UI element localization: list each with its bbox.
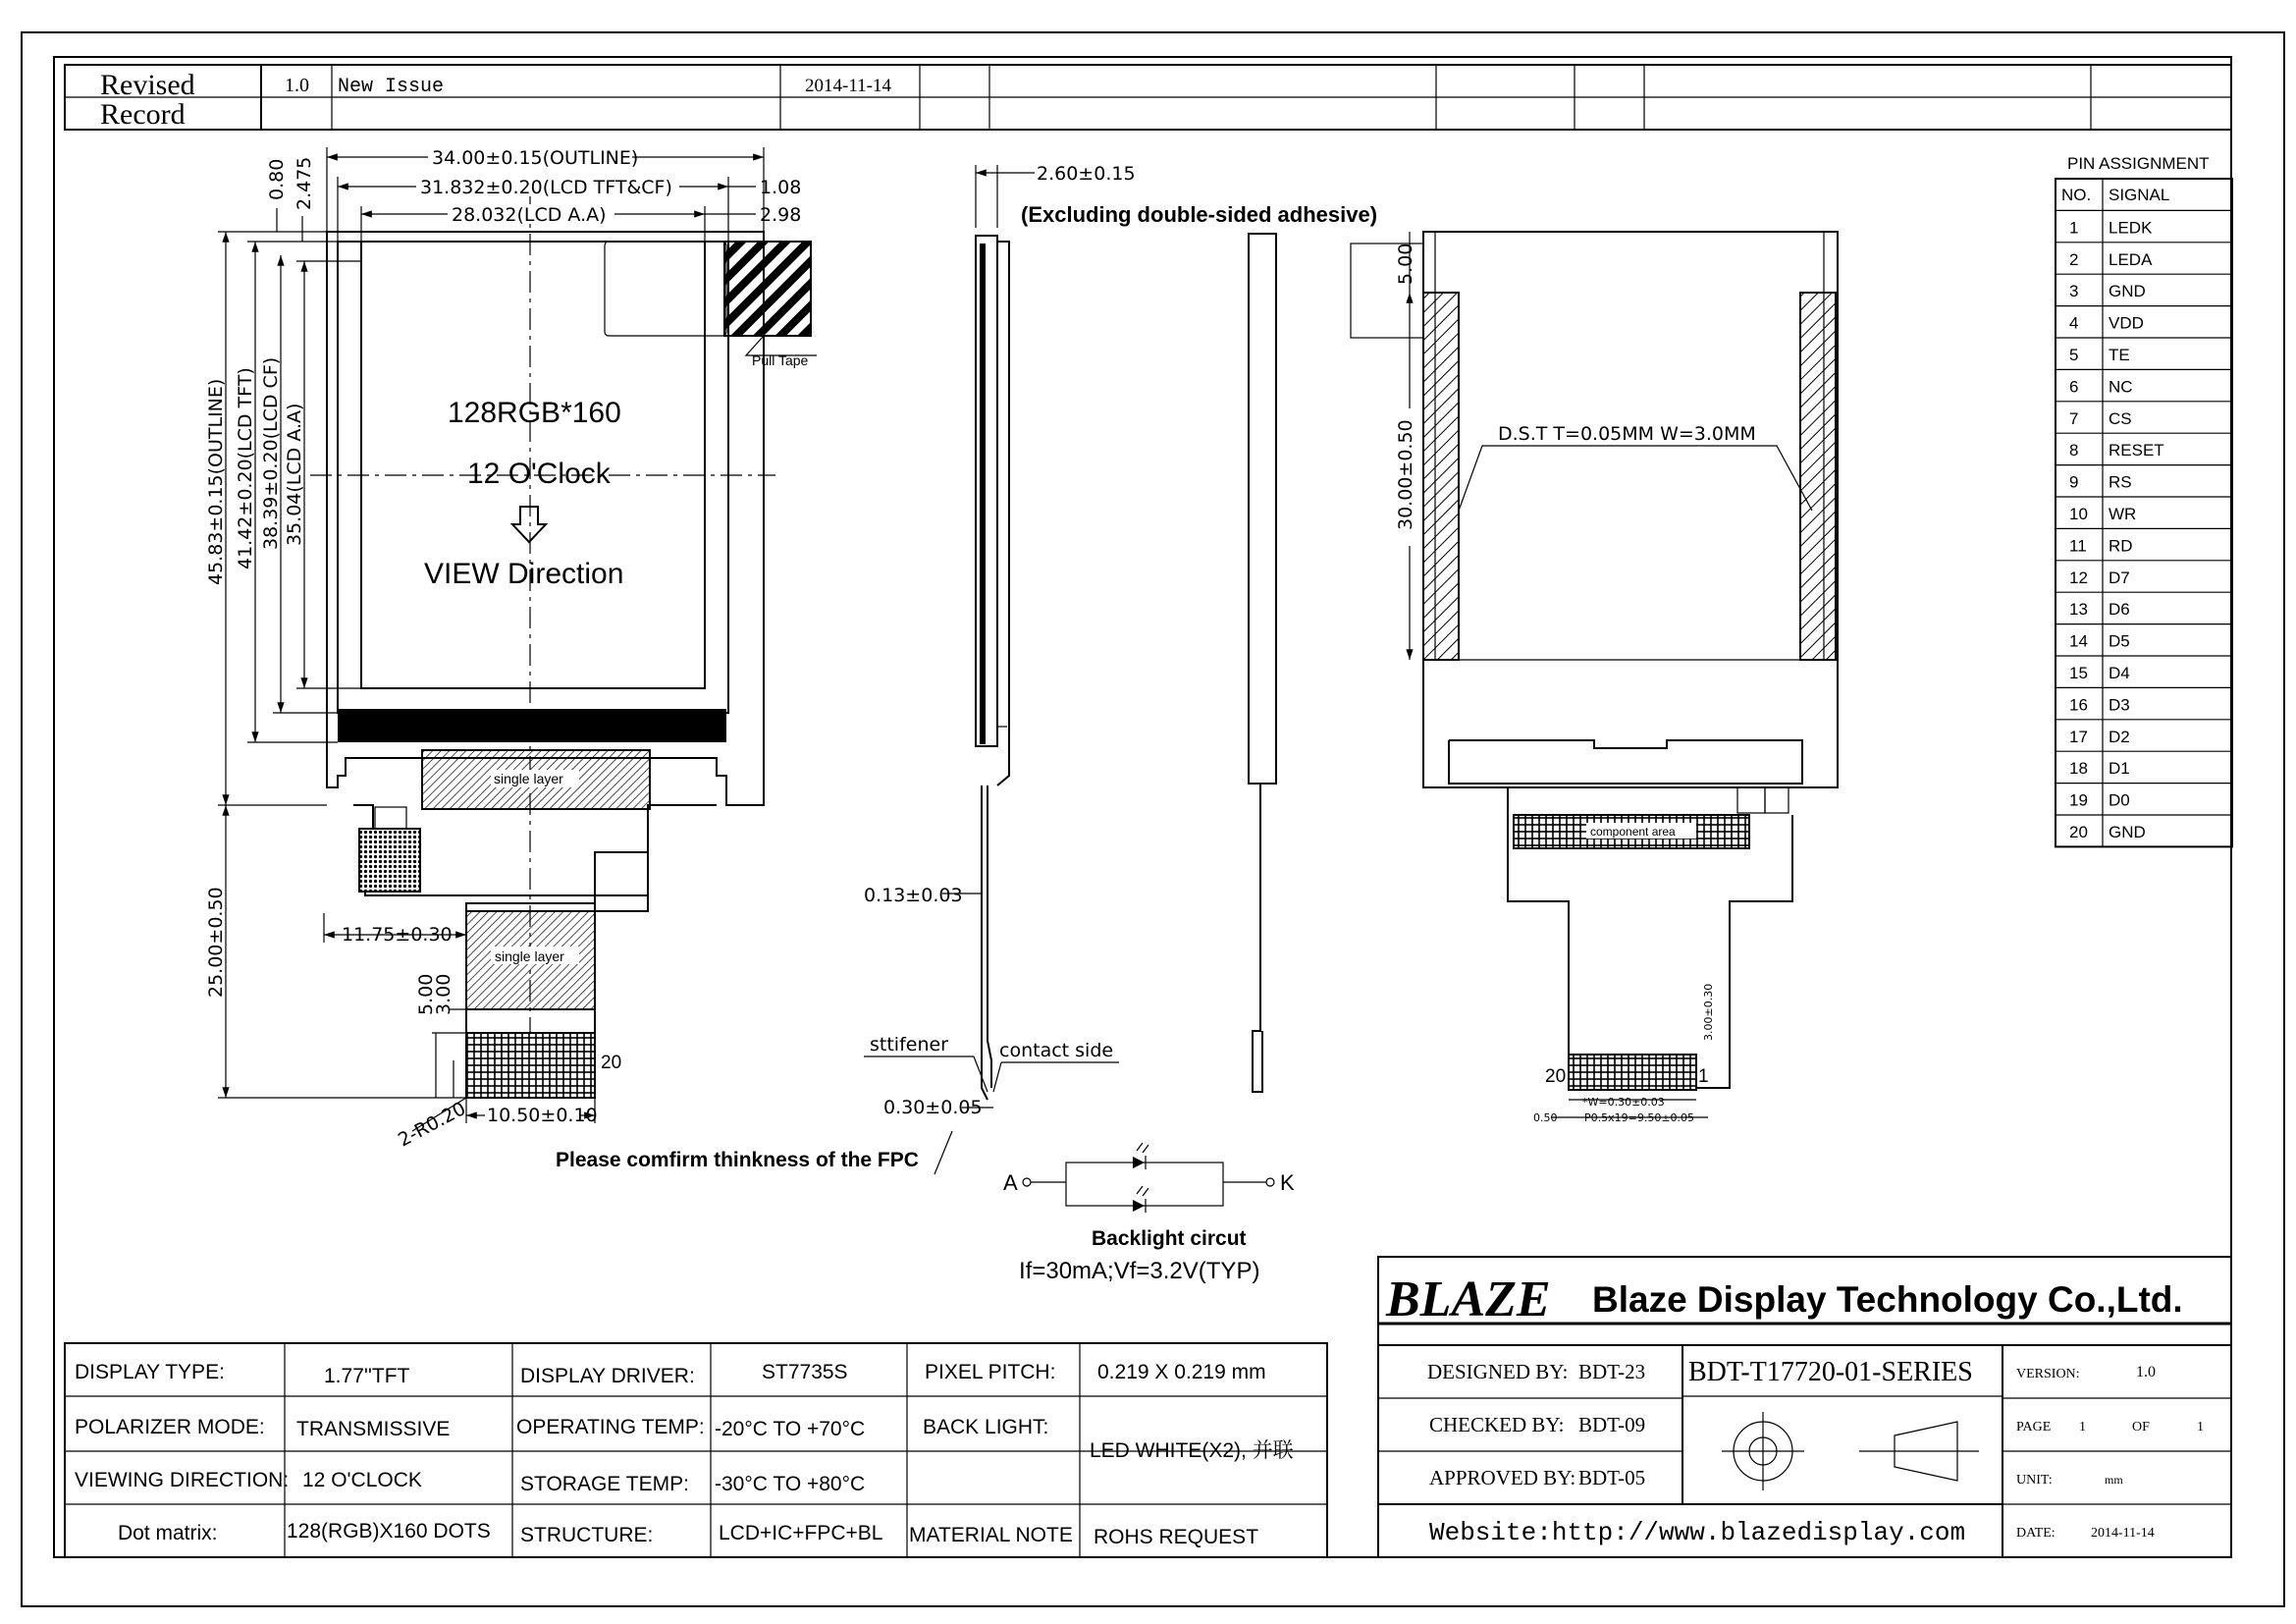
contact-side-label: contact side xyxy=(999,1040,1114,1061)
version-label: VERSION: xyxy=(2016,1367,2080,1381)
back-pin-1: 1 xyxy=(1698,1066,1709,1087)
pin-no: 20 xyxy=(2069,823,2088,841)
pin-no: 16 xyxy=(2069,695,2088,715)
revision-date: 2014-11-14 xyxy=(805,76,891,96)
page-value: 1 xyxy=(2079,1420,2086,1435)
website: Website:http://www.blazedisplay.com xyxy=(1429,1518,1966,1547)
dim-3: 3.00 xyxy=(433,973,454,1015)
back-view xyxy=(1351,232,1838,1124)
approved-value: BDT-05 xyxy=(1578,1466,1646,1489)
pitch-total: P0.5x19=9.50±0.05 xyxy=(1584,1111,1695,1124)
pin-no: 3 xyxy=(2069,282,2079,301)
viewing-label: VIEWING DIRECTION: xyxy=(75,1469,290,1491)
pin-signal: WR xyxy=(2109,505,2137,523)
material-value: ROHS REQUEST xyxy=(1094,1526,1259,1548)
screen-clock: 12 O'Clock xyxy=(467,458,611,490)
matrix-value: 128(RGB)X160 DOTS xyxy=(287,1520,491,1543)
side-fpc-thickness: 0.13±0.03 xyxy=(864,885,963,906)
approved-label: APPROVED BY: xyxy=(1429,1466,1576,1489)
side-view xyxy=(864,163,1377,1118)
component-area-label: component area xyxy=(1590,825,1676,839)
spec-table xyxy=(65,1343,1327,1557)
backlight-circuit xyxy=(1003,1143,1295,1284)
revised-record-label: Revised xyxy=(100,69,195,101)
back-pin-20: 20 xyxy=(1545,1066,1567,1087)
dim-outline-height: 45.83±0.15(OUTLINE) xyxy=(205,378,227,585)
pin-no: 6 xyxy=(2069,377,2079,397)
dim-fpc-length: 25.00±0.50 xyxy=(205,887,227,998)
revision-bar xyxy=(65,65,2231,131)
left-small: 0.50 xyxy=(1533,1111,1558,1124)
dst-right xyxy=(1800,293,1836,660)
polarizer-label: POLARIZER MODE: xyxy=(75,1416,265,1438)
blaze-logo: BLAZE xyxy=(1386,1272,1551,1327)
pin-signal: D4 xyxy=(2109,664,2130,682)
page-label: PAGE xyxy=(2016,1420,2052,1435)
pin-no: 18 xyxy=(2069,759,2088,779)
title-block xyxy=(1378,1257,2231,1557)
dim-right-2: 2.98 xyxy=(760,204,802,226)
fpc-component xyxy=(359,829,420,892)
screen-resolution: 128RGB*160 xyxy=(448,397,621,429)
back-contacts xyxy=(1569,1055,1696,1090)
fpc-contacts xyxy=(466,1033,595,1098)
pin-signal: GND xyxy=(2109,282,2146,301)
date-label: DATE: xyxy=(2016,1526,2056,1541)
dst-label: D.S.T T=0.05MM W=3.0MM xyxy=(1498,423,1756,445)
projection-symbol xyxy=(1722,1412,1979,1490)
backlight-title: Backlight circut xyxy=(1092,1227,1247,1250)
screen-view: VIEW Direction xyxy=(424,558,624,590)
pin-signal: D7 xyxy=(2109,568,2130,587)
part-number: BDT-T17720-01-SERIES xyxy=(1688,1357,1973,1387)
dim-aa-height: 35.04(LCD A.A) xyxy=(284,403,305,546)
pin-signal: LEDK xyxy=(2109,218,2153,238)
dim-vertical-2: 2.475 xyxy=(294,156,315,210)
display-type-label: DISPLAY TYPE: xyxy=(75,1361,225,1383)
pin-signal: TE xyxy=(2109,346,2130,364)
polarizer-value: TRANSMISSIVE xyxy=(296,1418,451,1440)
pin-no: 1 xyxy=(2069,218,2079,238)
single-layer-1: single layer xyxy=(494,771,563,786)
cathode-label: K xyxy=(1280,1170,1295,1195)
radius-label: 2-R0.20 xyxy=(395,1098,470,1152)
dim-right-1: 1.08 xyxy=(760,177,802,198)
driver-value: ST7735S xyxy=(762,1361,848,1383)
pull-tape-label: Pull Tape xyxy=(752,352,809,368)
structure-value: LCD+IC+FPC+BL xyxy=(719,1522,883,1544)
unit-label: UNIT: xyxy=(2016,1473,2053,1488)
op-temp-label: OPERATING TEMP: xyxy=(516,1416,705,1438)
dim-tft-height: 41.42±0.20(LCD TFT) xyxy=(235,367,256,569)
version-value: 1.0 xyxy=(2136,1364,2156,1380)
checked-label: CHECKED BY: xyxy=(1429,1413,1565,1436)
date-value: 2014-11-14 xyxy=(2091,1526,2155,1541)
storage-label: STORAGE TEMP: xyxy=(520,1473,689,1495)
dim-tft-cf-width: 31.832±0.20(LCD TFT&CF) xyxy=(420,177,672,198)
pin-signal: D0 xyxy=(2109,790,2130,810)
single-layer-2: single layer xyxy=(495,948,564,964)
dim-cf-height: 38.39±0.20(LCD CF) xyxy=(260,356,282,550)
stiffener-thickness: 0.30±0.05 xyxy=(883,1097,983,1118)
revision-version: 1.0 xyxy=(285,75,309,96)
dst-left xyxy=(1423,293,1459,660)
op-temp-value: -20°C TO +70°C xyxy=(715,1418,866,1440)
pin-no: 12 xyxy=(2069,568,2088,587)
revised-record-label-2: Record xyxy=(100,98,186,131)
black-border xyxy=(338,709,726,742)
pin-no: 11 xyxy=(2069,536,2087,556)
pin-signal: VDD xyxy=(2109,313,2144,333)
pin-signal: D3 xyxy=(2109,695,2130,715)
dim-outline-width: 34.00±0.15(OUTLINE) xyxy=(432,147,639,169)
of-value: 1 xyxy=(2197,1420,2204,1435)
backlight-value: LED WHITE(X2), 并联 xyxy=(1090,1439,1294,1462)
pin-table-title: PIN ASSIGNMENT xyxy=(2067,154,2210,173)
revision-description: New Issue xyxy=(338,76,445,98)
side-note: (Excluding double-sided adhesive) xyxy=(1021,202,1378,227)
pin-head-signal: SIGNAL xyxy=(2109,186,2170,204)
pin-no: 10 xyxy=(2069,505,2088,523)
structure-label: STRUCTURE: xyxy=(520,1524,654,1546)
pin-signal: RD xyxy=(2109,536,2133,556)
led-2-icon xyxy=(1133,1200,1145,1212)
pin-signal: CS xyxy=(2109,408,2132,428)
pitch-value: 0.219 X 0.219 mm xyxy=(1097,1361,1266,1383)
storage-value: -30°C TO +80°C xyxy=(715,1473,866,1495)
pin-signal: LEDA xyxy=(2109,249,2153,269)
of-label: OF xyxy=(2132,1420,2150,1435)
pin-signal: GND xyxy=(2109,823,2146,841)
pin-signal: D1 xyxy=(2109,759,2130,779)
pin-no: 15 xyxy=(2069,664,2088,682)
designed-value: BDT-23 xyxy=(1578,1360,1646,1383)
side-thickness: 2.60±0.15 xyxy=(1037,163,1136,185)
stiffener-label: sttifener xyxy=(870,1034,948,1056)
pin-no: 19 xyxy=(2069,790,2088,810)
pin-signal: RESET xyxy=(2109,441,2164,460)
pin-head-no: NO. xyxy=(2061,186,2092,204)
pin-signal: NC xyxy=(2109,377,2133,397)
material-label: MATERIAL NOTE xyxy=(909,1524,1073,1546)
pin-no: 13 xyxy=(2069,600,2088,620)
pin-no: 9 xyxy=(2069,472,2079,492)
back-dim-30: 30.00±0.50 xyxy=(1395,419,1416,530)
pin-table xyxy=(2056,154,2232,846)
dim-aa-width: 28.032(LCD A.A) xyxy=(452,204,607,226)
company-name: Blaze Display Technology Co.,Ltd. xyxy=(1592,1279,2183,1320)
view-arrow xyxy=(512,507,546,542)
anode-label: A xyxy=(1003,1170,1018,1195)
back-dim-5: 5.00 xyxy=(1395,243,1416,285)
pin-signal: D6 xyxy=(2109,600,2130,620)
led-1-icon xyxy=(1133,1157,1145,1168)
pin-no: 5 xyxy=(2069,346,2079,364)
backlight-label: BACK LIGHT: xyxy=(923,1416,1049,1438)
pin-no: 4 xyxy=(2069,313,2079,333)
dim-5: 5.00 xyxy=(415,973,437,1015)
pitch-w: *W=0.30±0.03 xyxy=(1582,1096,1665,1109)
pin-signal: D5 xyxy=(2109,631,2130,651)
pin-20-label: 20 xyxy=(601,1053,622,1073)
confirm-fpc-note: Please comfirm thinkness of the FPC xyxy=(556,1149,919,1171)
matrix-label: Dot matrix: xyxy=(118,1522,218,1544)
front-view xyxy=(205,147,952,1174)
unit-value: mm xyxy=(2105,1473,2123,1487)
pin-signal: RS xyxy=(2109,472,2132,492)
pitch-label: PIXEL PITCH: xyxy=(925,1361,1056,1383)
viewing-value: 12 O'CLOCK xyxy=(302,1469,422,1491)
backlight-spec: If=30mA;Vf=3.2V(TYP) xyxy=(1019,1258,1260,1284)
dim-vertical-1: 0.80 xyxy=(266,158,288,200)
designed-label: DESIGNED BY: xyxy=(1427,1360,1569,1383)
dim-fpc-width: 10.50±0.10 xyxy=(487,1105,598,1126)
back-tail-dim: 3.00±0.30 xyxy=(1702,983,1715,1041)
pin-no: 17 xyxy=(2069,727,2088,746)
pin-no: 8 xyxy=(2069,441,2079,460)
pull-tape xyxy=(724,242,811,336)
display-type-value: 1.77''TFT xyxy=(324,1365,410,1387)
dim-fpc-offset: 11.75±0.30 xyxy=(342,924,453,946)
pin-signal: D2 xyxy=(2109,727,2130,746)
checked-value: BDT-09 xyxy=(1578,1413,1646,1436)
driver-label: DISPLAY DRIVER: xyxy=(520,1365,695,1387)
pin-no: 2 xyxy=(2069,249,2079,269)
pin-no: 14 xyxy=(2069,631,2088,651)
pin-no: 7 xyxy=(2069,408,2079,428)
